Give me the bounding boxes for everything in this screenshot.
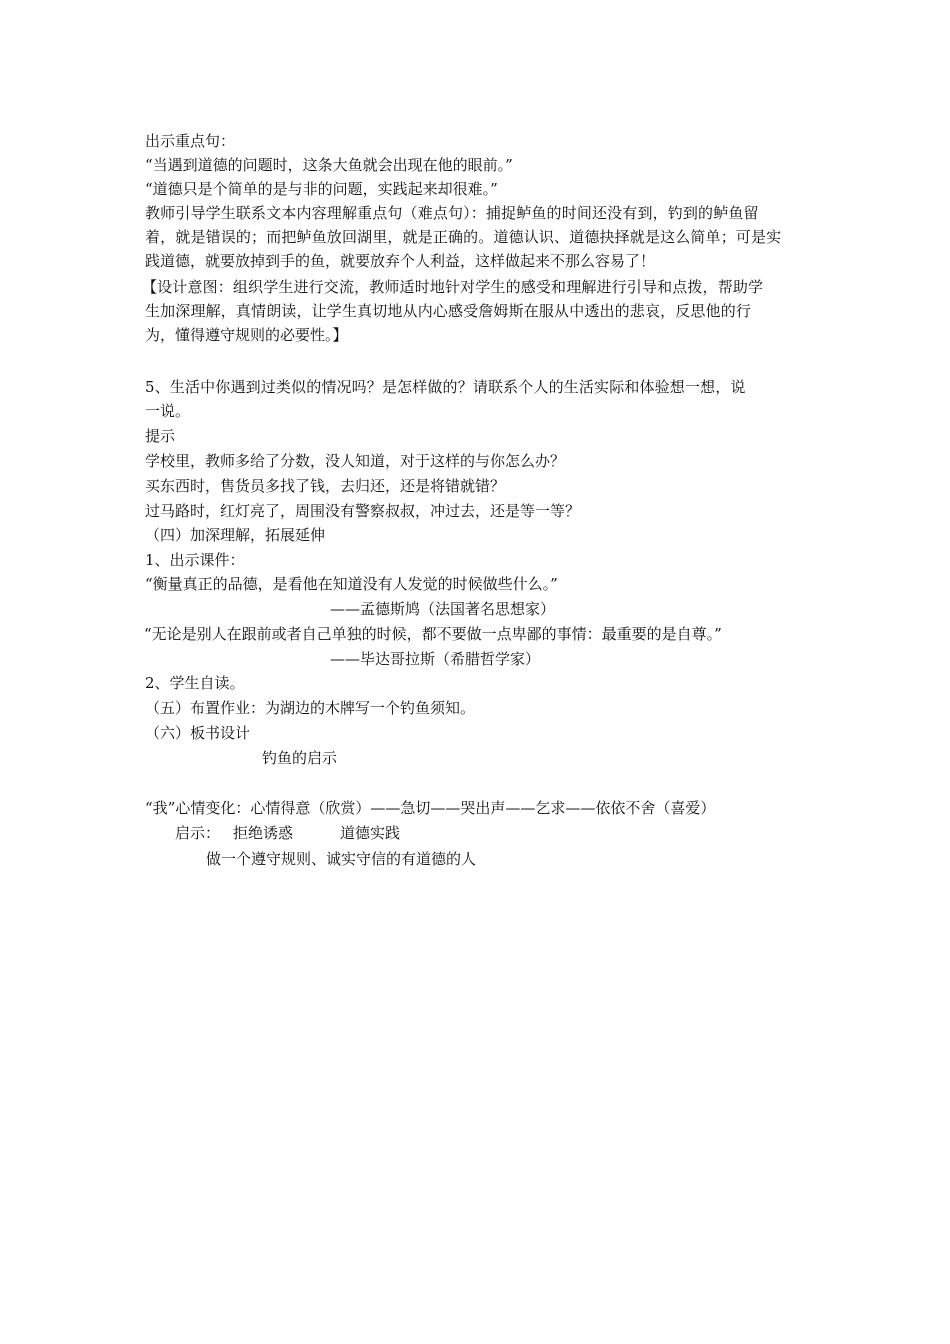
board-line-2-label: 启示： [175,824,221,842]
key-sentences-heading: 出示重点句： [145,132,236,150]
hints-label: 提示 [145,427,176,445]
design-intent-line-3: 为，懂得遵守规则的必要性。】 [145,326,348,344]
section-4-title: （四）加深理解，拓展延伸 [145,526,326,544]
quote-1-author: ——孟德斯鸠（法国著名思想家） [330,600,556,618]
teacher-guide-line-2: 着，就是错误的；而把鲈鱼放回湖里，就是正确的。道德认识、道德抉择就是这么简单；可是实 [145,228,782,246]
section-4-item-1: 1、出示课件： [145,551,245,569]
hint-item-1: 学校里，教师多给了分数，没人知道，对于这样的与你怎么办？ [145,452,566,470]
question-5-line-1: 5、生活中你遇到过类似的情况吗？是怎样做的？请联系个人的生活实际和体验想一想，说 [145,378,746,396]
key-sentence-1: “当遇到道德的问题时，这条大鱼就会出现在他的眼前。” [145,156,513,174]
board-line-2-item-1: 拒绝诱惑 [233,824,294,842]
board-line-3: 做一个遵守规则、诚实守信的有道德的人 [206,850,477,868]
design-intent-line-1: 【设计意图：组织学生进行交流，教师适时地针对学生的感受和理解进行引导和点拨，帮助学 [142,278,764,296]
board-title: 钓鱼的启示 [262,749,338,767]
board-line-1: “我”心情变化：心情得意（欣赏）——急切——哭出声——乞求——依依不舍（喜爱） [145,799,716,817]
quote-2-author: ——毕达哥拉斯（希腊哲学家） [330,650,541,668]
teacher-guide-line-1: 教师引导学生联系文本内容理解重点句（难点句）：捕捉鲈鱼的时间还没有到，钓到的鲈鱼留 [145,204,759,222]
section-4-item-2: 2、学生自读。 [145,674,245,692]
section-5-title: （五）布置作业：为湖边的木牌写一个钓鱼须知。 [145,699,476,717]
hint-item-2: 买东西时，售货员多找了钱，去归还，还是将错就错？ [145,477,506,495]
question-5-line-2: 一说。 [145,402,191,420]
board-line-2-item-2: 道德实践 [340,824,401,842]
quote-1: “衡量真正的品德，是看他在知道没有人发觉的时候做些什么。” [145,575,558,593]
section-6-title: （六）板书设计 [145,724,251,742]
hint-item-3: 过马路时，红灯亮了，周围没有警察叔叔，冲过去，还是等一等？ [145,502,581,520]
design-intent-line-2: 生加深理解，真情朗读，让学生真切地从内心感受詹姆斯在服从中透出的悲哀，反思他的行 [145,302,752,320]
quote-2: “无论是别人在跟前或者自己单独的时候，都不要做一点卑鄙的事情：最重要的是自尊。” [144,625,722,643]
key-sentence-2: “道德只是个简单的是与非的问题，实践起来却很难。” [145,180,498,198]
teacher-guide-line-3: 践道德，就要放掉到手的鱼，就要放弃个人利益，这样做起来不那么容易了！ [145,252,656,270]
